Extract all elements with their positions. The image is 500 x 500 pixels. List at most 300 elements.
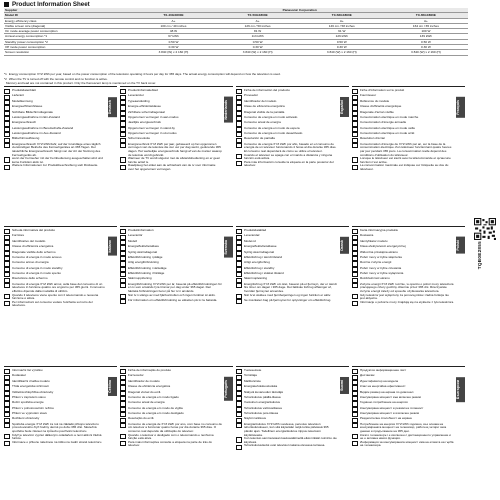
term-text: Когато телевизорът е изключен с дистанционното управление и не е активна никоя функция. — [360, 433, 451, 441]
term-text: Se mærkaten bag på fjernsynet for oplysninger om effektforbrug. — [244, 298, 332, 302]
term-key-box — [4, 301, 10, 306]
term-key-box — [236, 445, 242, 450]
term-text: Effektforbrug i tændt tilstand — [244, 255, 283, 259]
term-item — [352, 143, 454, 157]
term-text: Identifikační značka modelu — [12, 379, 50, 383]
term-key-box — [4, 157, 10, 162]
term-item — [236, 423, 338, 437]
term-item — [352, 157, 454, 164]
term-text: Leistungsaufnahme im Ein-Zustand — [12, 115, 60, 119]
term-item — [236, 154, 338, 161]
term-text: Årlig energiförbrukning — [128, 261, 159, 265]
term-text: Доставчик — [360, 374, 375, 378]
term-text: Energieverbrauch — [12, 121, 37, 125]
term-text: Wanneer de TV wordt uitgezet met de afstandsbediening en er geen functie actief is. — [128, 157, 221, 164]
term-item — [4, 164, 106, 169]
term-text: Diagonale visibile dello schermo — [12, 250, 56, 254]
language-block — [4, 226, 117, 308]
term-key-box — [352, 434, 358, 439]
model-id: TX-58GX800E — [300, 13, 384, 18]
term-text: Consumo de energía XYZ kWh por año, basado en el consumo de energía de un televisor funcionando 4 horas al día durante 365 días. El consumo real dependerá de cómo se utilice el televisor. — [244, 142, 337, 153]
term-text: Risoluzione dello schermo — [12, 277, 48, 281]
term-key-box — [4, 441, 10, 446]
spec-value: A+ — [216, 18, 300, 23]
footnote-text: When the TV is turned off with the remote control and no function is active. — [8, 76, 108, 81]
term-text: Effektforbrug i slukket tilstand — [244, 272, 284, 275]
term-text: Synlig skärmdiagonal — [128, 250, 157, 254]
spec-value: 164 cm / 65 inches — [384, 23, 468, 28]
term-text: Näkyvä kuvaruudun lävistäjä — [244, 390, 283, 394]
language-tab: Dansk — [340, 237, 349, 254]
term-item — [352, 441, 454, 448]
term-text: Quando il televisore viene spento con il telecomando e nessuna funzione è attiva. — [12, 293, 99, 301]
spec-value: A+ — [131, 18, 215, 23]
language-tab: Français — [456, 97, 465, 118]
term-item — [120, 434, 222, 441]
term-text: Rozlišení obrazovky — [12, 417, 40, 421]
spec-value: 3 840 (W) x 2 160 (H) — [300, 50, 384, 55]
term-list — [120, 89, 233, 172]
spec-label: Screen resolution — [4, 50, 131, 55]
term-text: Ficha de información del producto — [244, 89, 290, 92]
term-text: La consommation maximale est indiquée sur l'étiquette au dos du téléviseur. — [360, 164, 449, 171]
term-text: Consumo anual de energía — [244, 121, 281, 125]
term-item — [4, 283, 106, 294]
spec-value: 146 cm / 58 inches — [300, 23, 384, 28]
term-text: Resolução do ecrã — [128, 417, 154, 421]
term-text: Karta informacyjna produktu — [360, 229, 399, 232]
language-block — [120, 366, 233, 450]
term-text: Identificador de modelo — [128, 379, 160, 383]
term-text: Consumo de energia em modo de vigília — [128, 406, 183, 410]
qr-code-icon — [474, 218, 496, 240]
spec-label: Off mode power consumption — [4, 45, 131, 50]
term-text: Consommation d'énergie de XYZ kWh par an, sur la base de la consommation électrique d'un téléviseur fonctionnant quatre heures par jour pendant 365 jours. La consommation réelle dépend des conditions d'utilisation du téléviseur. — [360, 142, 452, 157]
term-text: Идентификатор на модела — [360, 379, 399, 383]
spec-value: 0.50 W — [384, 39, 468, 44]
term-text: Opgenomen vermogen in aan-modus — [128, 115, 179, 119]
term-text: Příkon v zapnutém stavu — [12, 395, 46, 399]
term-text: Cuando el televisor se apaga con el mando a distancia y ninguna función está activa. — [244, 153, 333, 161]
language-row-2 — [4, 226, 468, 308]
language-tab: Nederlands — [224, 97, 233, 123]
spec-value: 0.30 W — [216, 45, 300, 50]
term-item — [4, 157, 106, 164]
term-item — [352, 301, 454, 306]
spec-value: 0.50 W — [131, 39, 215, 44]
term-item — [4, 301, 106, 308]
term-text: Fornitore — [12, 234, 25, 238]
term-text: Годишно потребление на енергия — [360, 401, 408, 405]
term-text: Når tv'et slukkes med fjernbetjeningen og ingen funktion er aktiv. — [244, 293, 331, 297]
term-text: Classe de eficiência energética — [128, 385, 171, 389]
term-key-box — [352, 294, 358, 299]
term-text: Roczne zużycie energii — [360, 261, 392, 265]
term-item — [120, 164, 222, 171]
term-text: När tv:n stängs av med fjärrkontrollen och ingen funktion är aktiv. — [128, 293, 216, 297]
term-text: Kun televisio sammutetaan kaukosäätimellä eikä mikään toiminto ole käytössä. — [244, 437, 337, 444]
term-key-box — [120, 165, 126, 170]
term-item — [4, 434, 106, 441]
language-block — [236, 366, 349, 450]
term-list — [352, 369, 465, 448]
term-text: Consumo di energia in modo standby — [12, 266, 63, 270]
term-text: Ficha de informação do produto — [128, 369, 172, 372]
term-key-box — [120, 157, 126, 162]
spec-label: Standby power consumption *2 — [4, 39, 131, 44]
term-text: Diagonal visível do ecrã — [128, 390, 161, 394]
term-text: Per informazioni sul consumo vedere l'etichetta sul retro del televisore. — [12, 300, 93, 308]
term-item — [4, 294, 106, 301]
term-text: Informace o příkonu naleznete na štítku na zadní straně televizoru. — [12, 440, 103, 444]
term-text: Référence du modèle — [360, 99, 390, 103]
term-key-box — [352, 143, 358, 148]
term-text: Model-id — [244, 239, 256, 243]
spec-value: 0.50 W — [216, 39, 300, 44]
footnote-text: Energy consumption XYZ kWh per year, based on the power consumption of the television operating 4 hours per day for 365 days. The actual energy consumption will depend on how the television is used. — [8, 72, 281, 76]
term-key-box — [236, 161, 242, 166]
spec-value: 100 cm / 40 inches — [131, 23, 215, 28]
term-text: Fournisseur — [360, 94, 377, 98]
language-block — [4, 86, 117, 172]
term-text: Opgenomen vermogen in uit-modus — [128, 132, 177, 135]
supplier-label: Supplier — [4, 8, 131, 13]
term-key-box — [120, 143, 126, 148]
language-tab: Čeština — [108, 377, 117, 396]
term-item — [236, 437, 338, 444]
language-block — [236, 226, 349, 308]
term-list — [4, 369, 117, 446]
term-key-box — [352, 165, 358, 170]
language-row-1 — [4, 86, 468, 172]
model-id: TX-65GX800E — [384, 13, 468, 18]
spec-value: 126 cm / 50 inches — [216, 23, 300, 28]
sheet-header — [4, 1, 90, 8]
term-text: Typeaanduiding — [128, 99, 150, 103]
term-text: Informační list výrobku — [12, 369, 43, 372]
term-text: Consumo anual de energia — [128, 401, 165, 405]
term-text: Energiankulutus XYZ kWh vuodessa, perustuu television tehonkulutukseen, kun sitä käytetään neljä tuntia päivässä 365 päivän ajan. Todellinen energiankulutus riippuu television käyttötavasta. — [244, 422, 329, 437]
term-item — [236, 283, 338, 294]
term-item — [120, 283, 222, 294]
term-list — [236, 229, 349, 304]
term-text: Proveedor — [244, 94, 259, 98]
term-text: Consommation électrique en mode arrêt — [360, 132, 415, 135]
term-text: Consumo de energía en modo de espera — [244, 126, 300, 130]
term-key-box — [120, 299, 126, 304]
term-text: Leverancier — [128, 94, 144, 98]
term-text: Näytön tarkkuus — [244, 417, 267, 421]
term-item — [120, 441, 222, 448]
term-text: Consommation d'énergie annuelle — [360, 121, 407, 125]
term-item — [4, 143, 106, 157]
spec-value: 0.30 W — [131, 45, 215, 50]
term-key-box — [120, 283, 126, 288]
term-text: Effektforbrug i standby — [244, 266, 275, 270]
term-item — [120, 423, 222, 434]
term-text: Fiche d'information sur le produit — [360, 89, 405, 92]
term-item — [120, 299, 222, 304]
spec-value: 48 W — [131, 29, 215, 34]
spec-value: 3 840 (W) x 2 160 (H) — [131, 50, 215, 55]
spec-value: 0.30 W — [300, 45, 384, 50]
footnotes — [4, 72, 474, 86]
language-tab: Svenska — [224, 237, 233, 258]
term-text: Resolución de pantalla — [244, 137, 275, 141]
spec-value: 126 kWh — [300, 34, 384, 39]
term-key-box — [120, 423, 126, 428]
term-text: Lorsque le téléviseur est éteint avec la télécommande et qu'aucune fonction n'est active. — [360, 157, 451, 164]
term-key-box — [236, 299, 242, 304]
spec-value: 0.50 W — [300, 39, 384, 44]
spec-value: 0.30 W — [384, 45, 468, 50]
sheet-title: Product Information Sheet — [12, 1, 90, 8]
term-item — [236, 299, 338, 304]
term-text: Produktinformation — [128, 229, 154, 232]
term-text: Productinformatieblad — [128, 89, 158, 92]
term-text: Leistungsaufnahme im Aus-Zustand — [12, 132, 61, 135]
term-text: Leverantör — [128, 234, 143, 238]
term-list — [236, 369, 349, 450]
term-text: Sichtbare Bildschirmdiagonale — [12, 110, 53, 114]
term-text: Energieffektivitetsklass — [128, 245, 159, 249]
language-block — [4, 366, 117, 450]
term-text: Årligt energiforbrug — [244, 261, 270, 265]
term-text: Scheda informativa del prodotto — [12, 229, 56, 232]
term-list — [120, 229, 233, 304]
term-text: Quando o televisor é desligado com o telecomando e nenhuma função está ativa. — [128, 433, 214, 441]
language-tab: Български — [456, 377, 465, 402]
term-text: Para más información consulte la etiqueta en la parte posterior del televisor. — [244, 160, 334, 168]
spec-value: 67 kWh — [131, 34, 215, 39]
term-text: Effektförbrukning i vänteläge — [128, 266, 167, 270]
language-block — [352, 366, 465, 450]
term-text: Effektförbrukning i påläge — [128, 255, 163, 259]
term-list — [236, 89, 349, 168]
term-list — [352, 89, 465, 172]
header-square-icon — [4, 2, 9, 7]
term-text: Spotřeba energie XYZ kWh za rok na základě příkonu televizoru provozovaného čtyři hodiny denně po dobu 365 dnů. Skutečná spotřeba bude záviset na způsobu používání televizoru. — [12, 422, 99, 433]
spec-value: 81 W — [216, 29, 300, 34]
term-text: Consumo di energia in modo spento — [12, 272, 61, 275]
term-text: Modell — [128, 239, 137, 243]
term-key-box — [352, 423, 358, 428]
term-key-box — [352, 441, 358, 446]
term-text: Energiförbrukning XYZ kWh per år, baserat på effektförbrukningen för en tv som används fyra timmar per dag under 365 dagar. Den faktiska förbrukningen beror på hur tv:n används. — [128, 282, 222, 293]
term-text: Weitere Informationen zur Produktbeschreibung sieh Rückseite. — [12, 164, 99, 168]
term-text: Consumo di energia in modo acceso — [12, 255, 62, 259]
term-text: Консумирана мощност в изключен режим — [360, 412, 419, 415]
spec-label: Annual energy consumption *1 — [4, 34, 131, 39]
term-text: Energiforbrug XYZ kWh om året, baseret på et fjernsyn, der er tændt fire timer om dagen i 365 dage. Det faktiske forbrug afhænger af, hvordan fjernsynet anvendes. — [244, 282, 337, 293]
footnote-mark: *1 — [4, 72, 7, 76]
term-key-box — [352, 157, 358, 162]
spec-value: 139 kWh — [384, 34, 468, 39]
term-text: Consommation électrique en mode veille — [360, 126, 416, 130]
term-key-box — [4, 423, 10, 428]
term-text: Klasa efektywności energetycznej — [360, 245, 406, 249]
term-item — [4, 423, 106, 434]
language-tab: Suomi — [340, 377, 349, 394]
term-text: Consumo de energia em modo desligado — [128, 412, 184, 415]
term-text: Informacje o poborze mocy znajdują się na etykiecie z tyłu telewizora. — [360, 300, 454, 304]
term-item — [352, 164, 454, 171]
term-text: Разделителна способност на екрана — [360, 417, 412, 421]
term-text: Consumo di energia XYZ kWh annui, sulla base del consumo di un televisore in funzione quattro ore al giorno per 365 giorni. Il consumo effettivo dipende dalla modalità di utilizzo. — [12, 282, 105, 293]
term-text: Gdy telewizor jest wyłączony za pomocą pilota i żadna funkcja nie jest aktywna. — [360, 293, 449, 301]
term-text: Identyfikator modelu — [360, 239, 388, 243]
footnote-text: Mercury and lead are not contained in this product. Only the fluorescent lamp is mentioned on the TV back cover. — [6, 81, 157, 86]
term-text: Tehonkulutus valmiustilassa — [244, 406, 282, 410]
term-text: Leverandør — [244, 234, 260, 238]
model-label: Model ID — [4, 13, 131, 18]
language-tab: Português — [224, 377, 233, 401]
term-item — [352, 434, 454, 441]
term-text: Energiatehokkuusluokka — [244, 385, 278, 389]
term-item — [236, 161, 338, 168]
term-text: Tuoteseloste — [244, 369, 262, 372]
term-key-box — [4, 294, 10, 299]
spec-value: 3 840 (W) x 2 160 (H) — [384, 50, 468, 55]
term-text: För information om effektförbrukning se etiketten på tv:ns baksida. — [128, 298, 218, 302]
spec-value: 91 W — [300, 29, 384, 34]
term-text: Produktdatenblatt — [12, 89, 36, 92]
term-key-box — [4, 434, 10, 439]
term-text: Energieverbrauch XYZ kWh/Jahr, auf der Grundlage eines täglich vierstündigen Betriebs des Fernsehgerätes an 365 Tagen. Der tatsächliche Energieverbrauch hängt von der Art der Nutzung des Fernsehgeräts ab. — [12, 142, 101, 157]
spec-value: 113 kWh — [216, 34, 300, 39]
term-item — [236, 444, 338, 449]
term-item — [352, 283, 454, 294]
term-item — [120, 157, 222, 164]
term-text: Dodavatel — [12, 374, 26, 378]
language-tab: Español — [340, 97, 349, 117]
term-text: Consumo annuo di energia — [12, 261, 49, 265]
term-text: Leistungsaufnahme im Bereitschafts-Zustand — [12, 126, 74, 130]
term-text: Mallitunniste — [244, 379, 261, 383]
term-text: Консумирана мощност в режим на готовност — [360, 406, 424, 410]
term-key-box — [120, 441, 126, 446]
term-text: Zużycie energii XYZ kWh rocznie, w oparciu o pobór mocy telewizora pracującego cztery godziny dziennie przez 365 dni. Rzeczywiste zużycie energii zależy od sposobu użytkowania telewizora. — [360, 282, 454, 293]
term-text: Tehonkulutus päällä-tilassa — [244, 395, 281, 399]
term-text: Видим размер на екрана по диагонал — [360, 390, 414, 394]
term-text: Клас на енергийна ефективност — [360, 385, 406, 389]
term-key-box — [236, 154, 242, 159]
term-item — [352, 294, 454, 301]
term-item — [4, 441, 106, 446]
term-text: Lieferant — [12, 94, 24, 98]
term-item — [352, 423, 454, 434]
spec-value: A+ — [384, 18, 468, 23]
footnote-mark: *2 — [4, 76, 7, 81]
term-key-box — [352, 283, 358, 288]
term-text: Fornecedor — [128, 374, 144, 378]
spec-label: Visible screen size (diagonal) — [4, 23, 131, 28]
term-text: Tehonkulutustiedot ovat television takana olevassa tarrassa. — [244, 444, 326, 448]
spec-label: On mode average power consumption — [4, 29, 131, 34]
term-text: Energieeffizienzklasse — [12, 105, 43, 109]
term-text: Consumo de energia de XYZ kWh por ano, com base no consumo de um televisor a funcionar quatro horas por dia durante 365 dias. O consumo real depende da utilização do televisor. — [128, 422, 222, 433]
spec-value: 3 840 (W) x 2 160 (H) — [216, 50, 300, 55]
term-text: Consumo de energía en modo activado — [244, 115, 298, 119]
term-key-box — [352, 301, 358, 306]
term-text: Потребление на енергия XYZ kWh годишно, въз основа на консумираната мощност на телевизор, работещ четири часа дневно в продължение на 365 дни. — [360, 422, 447, 433]
term-key-box — [236, 437, 242, 442]
term-list — [120, 369, 233, 448]
term-text: Synlig skærmdiagonal — [244, 250, 274, 254]
term-list — [4, 229, 117, 308]
spec-value: A+ — [300, 18, 384, 23]
term-text: Viditelná úhlopříčka obrazovky — [12, 390, 54, 394]
term-text: Modellkennung — [12, 99, 33, 103]
term-text: Energieverbruik XYZ kWh per jaar, gebaseerd op het opgenomen vermogen van de televisie die vier uur per dag werkt, gedurende 365 dagen. Het werkelijke energieverbruik hangt af van de manier waarop de televisie wordt gebruikt. — [128, 142, 222, 157]
term-text: Dostawca — [360, 234, 374, 238]
term-text: Roční spotřeba energie — [12, 401, 44, 405]
language-block — [236, 86, 349, 172]
term-text: Příkon v pohotovostním režimu — [12, 406, 54, 410]
term-text: Widoczna przekątna ekranu — [360, 250, 398, 254]
term-text: Energieffektivitetsklasse — [244, 245, 277, 249]
model-id: TX-40GX800E — [131, 13, 215, 18]
supplier-value: Panasonic Corporation — [131, 8, 468, 13]
term-key-box — [236, 283, 242, 288]
document-code: TQB0E2855 — [477, 241, 482, 270]
term-text: Classe di efficienza energetica — [12, 245, 54, 249]
term-key-box — [4, 283, 10, 288]
spec-value: 100 W — [384, 29, 468, 34]
term-list — [352, 229, 465, 306]
term-text: Rozdzielczość ekranu — [360, 277, 390, 281]
term-text: Diagonal visible de la pantalla — [244, 110, 285, 114]
term-text: Pobór mocy w trybie wyłączenia — [360, 272, 404, 275]
language-row-3 — [4, 366, 468, 450]
term-text: Opgenomen vermogen in stand-by — [128, 126, 175, 130]
language-tab: Italiano — [108, 237, 117, 256]
term-text: wenn der Fernseher mit der Fernbedienung ausgeschaltet wird und keine Funktion aktiv ist. — [12, 157, 103, 164]
term-text: Pobór mocy w trybie czuwania — [360, 266, 402, 270]
term-text: Toimittaja — [244, 374, 257, 378]
term-list — [4, 89, 117, 170]
spec-row — [4, 50, 468, 55]
term-text: Skærmopløsning — [244, 277, 268, 281]
term-text: Raadpleeg het etiket aan de achterkant van de tv voor informatie over het opgenomen vermogen. — [128, 164, 216, 171]
term-key-box — [4, 143, 10, 148]
term-text: Energie-efficiëntieklasse — [128, 105, 161, 109]
term-text: Jaarlijks energieverbruik — [128, 121, 161, 125]
term-text: Pobór mocy w trybie włączenia — [360, 255, 402, 259]
term-text: Příkon ve vypnutém stavu — [12, 412, 48, 415]
term-text: Diagonale d'écran visible — [360, 110, 394, 114]
term-text: Tehonkulutus pois-tilassa — [244, 412, 279, 415]
term-text: Consumo de energia em modo ligado — [128, 395, 179, 399]
term-text: Když je televizor vypnut dálkovým ovladačem a není aktivní žádná funkce. — [12, 433, 102, 441]
term-text: Consommation électrique en mode marche — [360, 115, 419, 119]
model-id: TX-50GX800E — [216, 13, 300, 18]
term-text: Clase de eficiencia energética — [244, 105, 285, 109]
language-block — [120, 226, 233, 308]
term-key-box — [120, 434, 126, 439]
term-text: Résolution d'écran — [360, 137, 386, 141]
term-text: Schermresolutie — [128, 137, 151, 141]
term-key-box — [236, 423, 242, 428]
language-tab: Deutsch — [108, 97, 117, 117]
spec-label: Energy efficiency class — [4, 18, 131, 23]
language-block — [352, 226, 465, 308]
term-text: Консумирана мощност във включен режим — [360, 395, 421, 399]
term-text: Třída energetické účinnosti — [12, 385, 49, 389]
term-text: Produktdatablad — [244, 229, 267, 232]
term-text: Skärmupplösning — [128, 277, 152, 281]
term-text: Zichtbare schermdiagonaal — [128, 110, 165, 114]
